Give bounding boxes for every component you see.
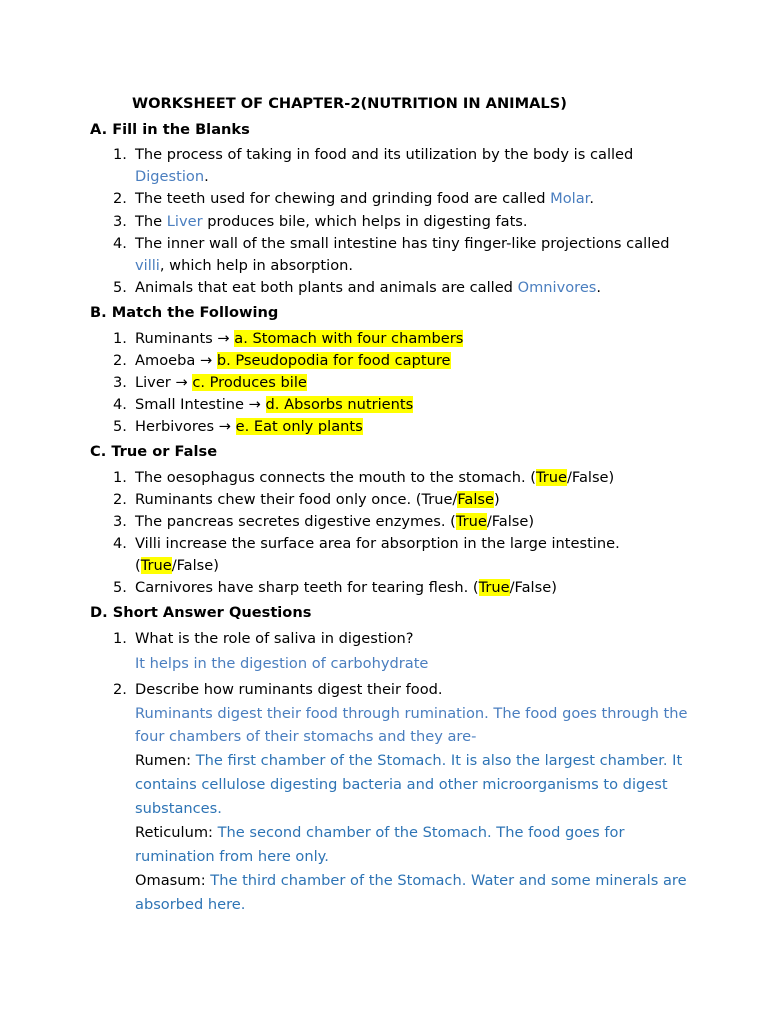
fill-q4-text-post: , which help in absorption. (159, 257, 354, 274)
tf-4-open: ( (135, 557, 141, 574)
short-2-answer-intro-1: Ruminants digest their food through rumination. The food goes through the (135, 705, 688, 722)
tf-4-answer-line (135, 557, 219, 574)
omasum-label: Omasum: (135, 872, 211, 889)
match-3-line (135, 374, 307, 391)
match-5-number: 5. (113, 418, 127, 435)
fill-q5-line (135, 279, 601, 296)
match-4-line (135, 396, 413, 413)
tf-2-number: 2. (113, 491, 127, 508)
fill-q1-number: 1. (113, 146, 127, 163)
short-2-answer-intro-2: four chambers of their stomachs and they are- (135, 728, 477, 745)
fill-q1-answer: Digestion (135, 168, 205, 185)
fill-q5-period: . (596, 279, 602, 296)
match-5-right: e. Eat only plants (235, 418, 363, 435)
tf-5-statement: Carnivores have sharp teeth for tearing flesh. ( (135, 579, 479, 596)
tf-5-line (135, 579, 557, 596)
section-c-heading: C. True or False (90, 443, 218, 460)
short-1-question: What is the role of saliva in digestion? (135, 630, 414, 647)
short-1-number: 1. (113, 630, 127, 647)
fill-q5-answer: Omnivores (517, 279, 597, 296)
rumen-description-1: The first chamber of the Stomach. It is also the largest chamber. It (195, 752, 683, 769)
fill-q4-number: 4. (113, 235, 127, 252)
tf-3-number: 3. (113, 513, 127, 530)
short-2-question: Describe how ruminants digest their food. (135, 681, 443, 698)
tf-1-number: 1. (113, 469, 127, 486)
fill-q1-text: The process of taking in food and its utilization by the body is called (135, 146, 634, 163)
short-2-number: 2. (113, 681, 127, 698)
reticulum-description-1: The second chamber of the Stomach. The food goes for (217, 824, 625, 841)
tf-3-answer: True (455, 513, 487, 530)
tf-2-statement: Ruminants chew their food only once. (True/ (135, 491, 458, 508)
match-4-number: 4. (113, 396, 127, 413)
fill-q1-answer-line (135, 168, 209, 185)
match-4-right: d. Absorbs nutrients (265, 396, 414, 413)
fill-q3-line (135, 213, 528, 230)
match-3-left: Liver → (135, 374, 193, 391)
page-title: WORKSHEET OF CHAPTER-2(NUTRITION IN ANIMALS) (132, 95, 567, 112)
rumen-line-1 (135, 749, 682, 773)
rumen-description-2: contains cellulose digesting bacteria and other microorganisms to digest (135, 776, 668, 793)
match-5-line (135, 418, 363, 435)
rumen-label: Rumen: (135, 752, 196, 769)
fill-q4-answer: villi (135, 257, 160, 274)
match-4-left: Small Intestine → (135, 396, 266, 413)
match-1-number: 1. (113, 330, 127, 347)
section-a-heading: A. Fill in the Blanks (90, 121, 250, 138)
fill-q3-number: 3. (113, 213, 127, 230)
fill-q2-line (135, 190, 594, 207)
match-2-number: 2. (113, 352, 127, 369)
match-1-left: Ruminants → (135, 330, 235, 347)
omasum-line-1 (135, 869, 687, 893)
tf-2-answer: False (457, 491, 494, 508)
tf-1-line (135, 469, 614, 486)
tf-3-line (135, 513, 534, 530)
tf-3-statement: The pancreas secretes digestive enzymes. ( (135, 513, 456, 530)
match-2-line (135, 352, 451, 369)
fill-q5-text: Animals that eat both plants and animals are called (135, 279, 518, 296)
fill-q1-period: . (204, 168, 209, 185)
short-1-answer: It helps in the digestion of carbohydrate (135, 655, 429, 672)
tf-5-rest: /False) (509, 579, 557, 596)
section-b-heading: B. Match the Following (90, 304, 279, 321)
tf-5-answer: True (478, 579, 510, 596)
match-2-left: Amoeba → (135, 352, 217, 369)
fill-q5-number: 5. (113, 279, 127, 296)
tf-4-answer: True (140, 557, 172, 574)
tf-1-rest: /False) (566, 469, 615, 486)
fill-q2-text: The teeth used for chewing and grinding food are called (135, 190, 551, 207)
fill-q3-answer: Liver (166, 213, 203, 230)
tf-1-answer: True (535, 469, 567, 486)
omasum-description-2: absorbed here. (135, 896, 246, 913)
tf-2-line (135, 491, 500, 508)
match-3-number: 3. (113, 374, 127, 391)
tf-4-number: 4. (113, 535, 127, 552)
reticulum-label: Reticulum: (135, 824, 218, 841)
fill-q3-text-pre: The (135, 213, 167, 230)
tf-4-rest: /False) (171, 557, 219, 574)
rumen-description-3: substances. (135, 800, 222, 817)
fill-q2-answer: Molar (550, 190, 590, 207)
fill-q2-number: 2. (113, 190, 127, 207)
tf-5-number: 5. (113, 579, 127, 596)
section-d-heading: D. Short Answer Questions (90, 604, 312, 621)
tf-1-statement: The oesophagus connects the mouth to the stomach. ( (135, 469, 536, 486)
reticulum-description-2: rumination from here only. (135, 848, 329, 865)
fill-q4-answer-line (135, 257, 353, 274)
match-3-right: c. Produces bile (192, 374, 307, 391)
match-1-line (135, 330, 463, 347)
match-1-right: a. Stomach with four chambers (234, 330, 464, 347)
fill-q2-period: . (589, 190, 594, 207)
match-2-right: b. Pseudopodia for food capture (216, 352, 451, 369)
fill-q3-text-post: produces bile, which helps in digesting fats. (202, 213, 528, 230)
fill-q4-text: The inner wall of the small intestine has tiny finger-like projections called (135, 235, 670, 252)
tf-3-rest: /False) (486, 513, 535, 530)
tf-4-statement: Villi increase the surface area for absorption in the large intestine. (135, 535, 620, 552)
reticulum-line-1 (135, 821, 624, 845)
match-5-left: Herbivores → (135, 418, 236, 435)
tf-2-rest: ) (494, 491, 500, 508)
omasum-description-1: The third chamber of the Stomach. Water and some minerals are (210, 872, 687, 889)
